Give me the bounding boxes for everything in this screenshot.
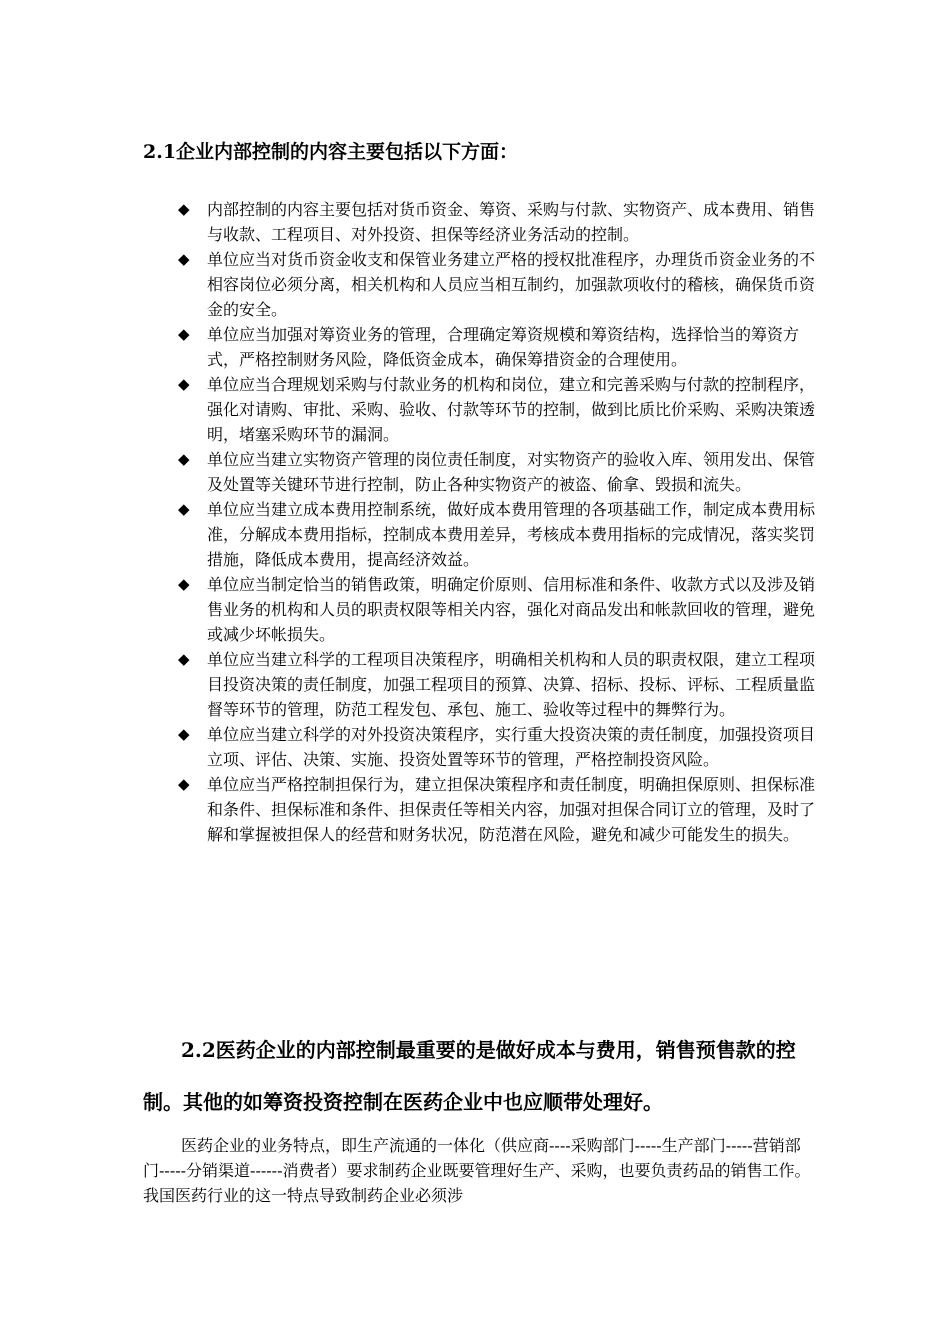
list-item <box>143 497 823 572</box>
list-item-text: 单位应当对货币资金收支和保管业务建立严格的授权批准程序，办理货币资金业务的不相容岗位必须分离，相关机构和人员应当相互制约，加强款项收付的稽核，确保货币资金的安全。 <box>207 250 816 319</box>
list-item-text: 单位应当合理规划采购与付款业务的机构和岗位，建立和完善采购与付款的控制程序，强化对请购、审批、采购、验收、付款等环节的控制，做到比质比价采购、采购决策透明，堵塞采购环节的漏洞。 <box>207 375 816 444</box>
list-item-text: 单位应当建立科学的工程项目决策程序，明确相关机构和人员的职责权限，建立工程项目投资决策的责任制度，加强工程项目的预算、决算、招标、投标、评标、工程质量监督等环节的管理，防范工程发包、承包、施工、验收等过程中的舞弊行为。 <box>207 650 816 719</box>
list-item-text: 单位应当加强对筹资业务的管理，合理确定筹资规模和筹资结构，选择恰当的筹资方式，严格控制财务风险，降低资金成本，确保筹措资金的合理使用。 <box>207 325 800 369</box>
diamond-bullet-icon: ◆ <box>178 500 190 518</box>
list-item-text: 单位应当建立实物资产管理的岗位责任制度，对实物资产的验收入库、领用发出、保管及处置等关键环节进行控制，防止各种实物资产的被盗、偷拿、毁损和流失。 <box>207 450 816 494</box>
diamond-bullet-icon: ◆ <box>178 775 190 793</box>
section-heading-2-2: 2.2医药企业的内部控制最重要的是做好成本与费用，销售预售款的控制。其他的如筹资投资控制在医药企业中也应顺带处理好。 <box>143 1038 796 1114</box>
list-item <box>143 197 823 247</box>
list-item <box>143 372 823 447</box>
list-item <box>143 572 823 647</box>
list-item-text: 内部控制的内容主要包括对货币资金、筹资、采购与付款、实物资产、成本费用、销售与收款、工程项目、对外投资、担保等经济业务活动的控制。 <box>207 200 816 244</box>
list-item <box>143 247 823 322</box>
body-paragraph: 医药企业的业务特点，即生产流通的一体化（供应商----采购部门-----生产部门-----营销部门-----分销渠道------消费者）要求制药企业既要管理好生产、采购，也要负责药品的销售工作。我国医药行业的这一特点导致制药企业必须涉 <box>143 1136 811 1205</box>
list-item <box>143 647 823 722</box>
bullet-list <box>143 197 823 847</box>
list-item <box>143 722 823 772</box>
diamond-bullet-icon: ◆ <box>178 650 190 668</box>
diamond-bullet-icon: ◆ <box>178 250 190 268</box>
diamond-bullet-icon: ◆ <box>178 575 190 593</box>
diamond-bullet-icon: ◆ <box>178 200 190 218</box>
diamond-bullet-icon: ◆ <box>178 725 190 743</box>
list-item-text: 单位应当建立成本费用控制系统，做好成本费用管理的各项基础工作，制定成本费用标准，分解成本费用指标，控制成本费用差异，考核成本费用指标的完成情况，落实奖罚措施，降低成本费用，提高经济效益。 <box>207 500 816 569</box>
diamond-bullet-icon: ◆ <box>178 325 190 343</box>
list-item <box>143 772 823 847</box>
diamond-bullet-icon: ◆ <box>178 375 190 393</box>
list-item <box>143 322 823 372</box>
list-item <box>143 447 823 497</box>
diamond-bullet-icon: ◆ <box>178 450 190 468</box>
section-heading-2-1: 2.1企业内部控制的内容主要包括以下方面： <box>143 141 519 163</box>
list-item-text: 单位应当制定恰当的销售政策，明确定价原则、信用标准和条件、收款方式以及涉及销售业务的机构和人员的职责权限等相关内容，强化对商品发出和帐款回收的管理，避免或减少坏帐损失。 <box>207 575 816 644</box>
list-item-text: 单位应当严格控制担保行为，建立担保决策程序和责任制度，明确担保原则、担保标准和条件、担保标准和条件、担保责任等相关内容，加强对担保合同订立的管理，及时了解和掌握被担保人的经营和财务状况，防范潜在风险，避免和减少可能发生的损失。 <box>207 775 816 844</box>
list-item-text: 单位应当建立科学的对外投资决策程序，实行重大投资决策的责任制度，加强投资项目立项、评估、决策、实施、投资处置等环节的管理，严格控制投资风险。 <box>207 725 816 769</box>
